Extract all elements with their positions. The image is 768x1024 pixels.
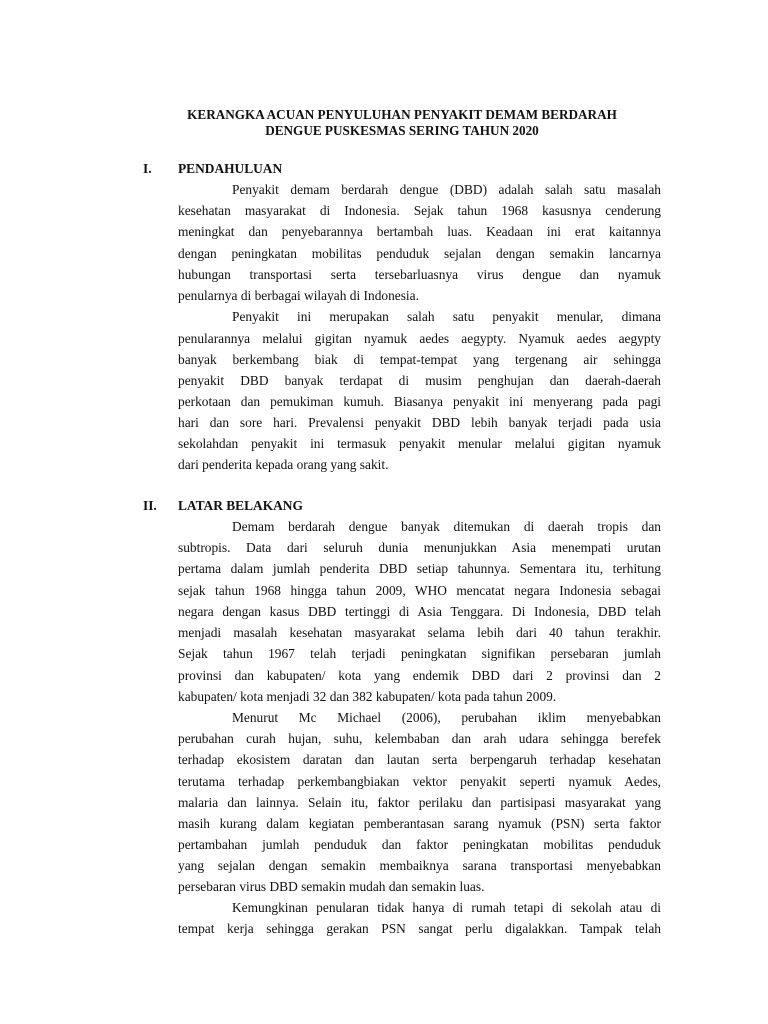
paragraph-line: pertambahan jumlah penduduk dan faktor peningkatan mobilitas penduduk (178, 837, 661, 852)
paragraph-line: tempat kerja sehingga gerakan PSN sangat perlu digalakkan. Tampak telah (178, 921, 661, 936)
paragraph-line: kesehatan masyarakat di Indonesia. Sejak tahun 1968 kasusnya cenderung (178, 203, 661, 218)
paragraph-line: hubungan transportasi serta tersebarluasnya virus dengue dan nyamuk (178, 267, 661, 282)
paragraph-line: Demam berdarah dengue banyak ditemukan di daerah tropis dan (232, 519, 661, 534)
paragraph-line: Kemungkinan penularan tidak hanya di rumah tetapi di sekolah atau di (232, 900, 661, 915)
document-title-line-2: DENGUE PUSKESMAS SERING TAHUN 2020 (265, 123, 539, 138)
paragraph-line: terhadap ekosistem daratan dan lautan serta berpengaruh terhadap kesehatan (178, 752, 661, 767)
paragraph-line: pertama dalam jumlah penderita DBD setiap tahunnya. Sementara itu, terhitung (178, 561, 661, 576)
section-2-heading: LATAR BELAKANG (178, 498, 303, 513)
paragraph-line: banyak berkembang biak di tempat-tempat yang tergenang air sehingga (178, 352, 661, 367)
paragraph-line: perkotaan dan pemukiman kumuh. Biasanya penyakit ini menyerang pada pagi (178, 394, 661, 409)
document-title-line-1: KERANGKA ACUAN PENYULUHAN PENYAKIT DEMAM BERDARAH (187, 107, 617, 122)
section-2-numeral: II. (143, 498, 157, 513)
paragraph-line: terutama terhadap perkembangbiakan vektor penyakit seperti nyamuk Aedes, (178, 774, 661, 789)
paragraph-line: hari dan sore hari. Prevalensi penyakit DBD lebih banyak terjadi pada usia (178, 415, 661, 430)
paragraph-line: negara dengan kasus DBD tertinggi di Asia Tenggara. Di Indonesia, DBD telah (178, 604, 661, 619)
paragraph-line: dengan peningkatan mobilitas penduduk sejalan dengan semakin lancarnya (178, 246, 661, 261)
paragraph-line: penyakit DBD banyak terdapat di musim penghujan dan daerah-daerah (178, 373, 661, 388)
paragraph-line: yang sejalan dengan semakin membaiknya sarana transportasi menyebabkan (178, 858, 661, 873)
section-1-numeral: I. (143, 161, 152, 176)
paragraph-line: sejak tahun 1968 hingga tahun 2009, WHO mencatat negara Indonesia sebagai (178, 583, 661, 598)
paragraph-line: malaria dan lainnya. Selain itu, faktor perilaku dan partisipasi masyarakat yang (178, 795, 661, 810)
paragraph-line: penularannya melalui gigitan nyamuk aedes aegypty. Nyamuk aedes aegypty (178, 331, 661, 346)
paragraph-line: dari penderita kepada orang yang sakit. (178, 457, 389, 472)
paragraph-line: persebaran virus DBD semakin mudah dan semakin luas. (178, 879, 485, 894)
paragraph-line: menjadi masalah kesehatan masyarakat selama lebih dari 40 tahun terakhir. (178, 625, 661, 640)
paragraph-line: meningkat dan penyebarannya bertambah luas. Keadaan ini erat kaitannya (178, 224, 661, 239)
paragraph-line: masih kurang dalam kegiatan pemberantasan sarang nyamuk (PSN) serta faktor (178, 816, 661, 831)
paragraph-line: penularnya di berbagai wilayah di Indonesia. (178, 288, 419, 303)
paragraph-line: Penyakit demam berdarah dengue (DBD) adalah salah satu masalah (232, 182, 661, 197)
paragraph-line: Menurut Mc Michael (2006), perubahan iklim menyebabkan (232, 710, 661, 725)
section-1-heading: PENDAHULUAN (178, 161, 283, 176)
paragraph-line: provinsi dan kabupaten/ kota yang endemik DBD dari 2 provinsi dan 2 (178, 668, 661, 683)
paragraph-line: Penyakit ini merupakan salah satu penyakit menular, dimana (232, 309, 661, 324)
paragraph-line: subtropis. Data dari seluruh dunia menunjukkan Asia menempati urutan (178, 540, 661, 555)
paragraph-line: sekolahdan penyakit ini termasuk penyakit menular melalui gigitan nyamuk (178, 436, 661, 451)
paragraph-line: perubahan curah hujan, suhu, kelembaban dan arah udara sehingga berefek (178, 731, 661, 746)
paragraph-line: kabupaten/ kota menjadi 32 dan 382 kabupaten/ kota pada tahun 2009. (178, 689, 557, 704)
paragraph-line: Sejak tahun 1967 telah terjadi peningkatan signifikan persebaran jumlah (178, 646, 661, 661)
